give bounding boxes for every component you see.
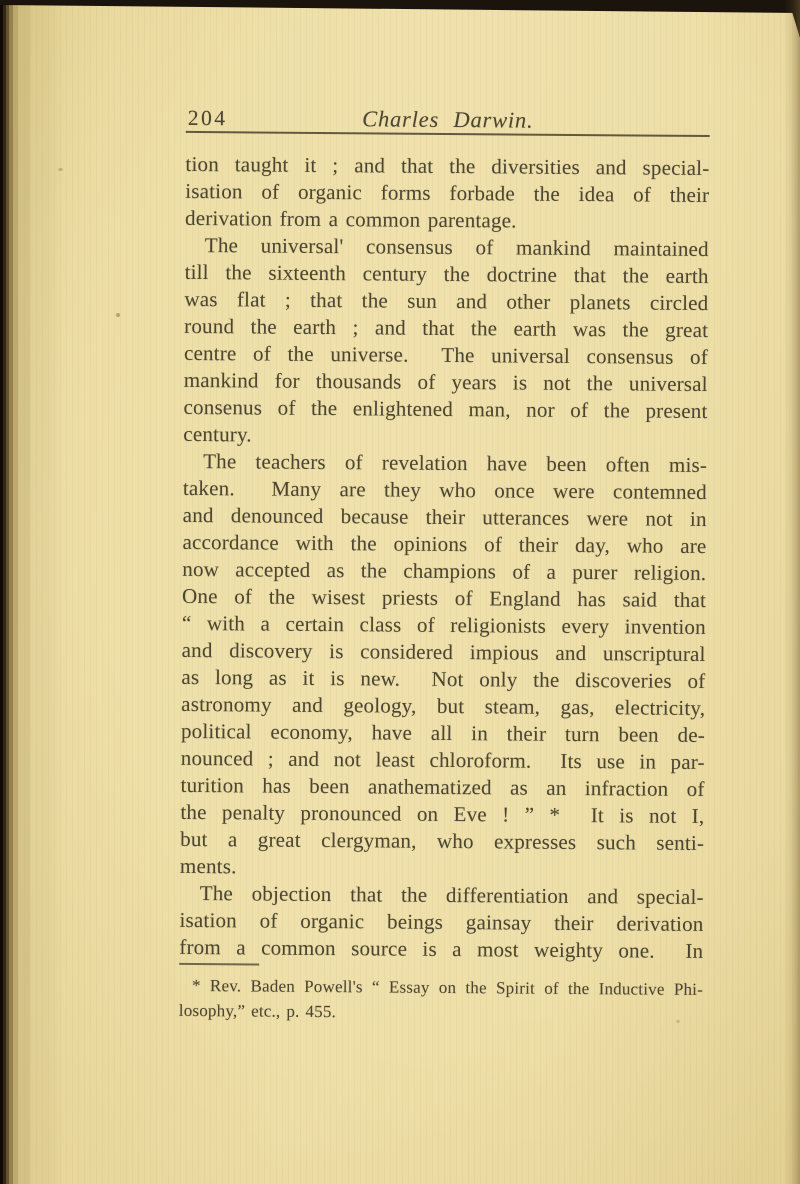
- page-content: [179, 98, 710, 1027]
- text-line: “ with a certain class of religionists every invention: [181, 610, 706, 640]
- book-top-edge: [0, 0, 800, 14]
- body-text: [179, 151, 709, 965]
- text-line: derivation from a common parentage.: [184, 205, 517, 233]
- text-line: ments.: [179, 853, 237, 879]
- text-line: The teachers of revelation have been often mis-: [203, 449, 708, 478]
- text-line: and denounced because their utterances were not in: [182, 502, 707, 532]
- footnote-line: * Rev. Baden Powell's “ Essay on the Spirit of the Inductive Phi-: [191, 975, 704, 1000]
- book-gutter-edge: [0, 0, 64, 1184]
- text-line: and discovery is considered impious and unscriptural: [181, 637, 706, 667]
- text-line: but a great clergyman, who expresses such senti-: [180, 826, 705, 856]
- text-line: isation of organic beings gainsay their derivation: [179, 907, 704, 937]
- footnote-line: losophy,” etc., p. 455.: [178, 1000, 337, 1022]
- paper-speck: [58, 168, 63, 171]
- text-line: taken. Many are they who once were contemned: [182, 475, 708, 505]
- text-line: nounced ; and not least chloroform. Its use in par-: [180, 745, 705, 775]
- text-line: mankind for thousands of years is not the universal: [183, 367, 708, 397]
- text-line: isation of organic forms forbade the idea of their: [185, 178, 710, 208]
- text-line: One of the wisest priests of England has said that: [181, 583, 707, 613]
- text-line: till the sixteenth century the doctrine that the earth: [184, 259, 709, 289]
- page-number: 204: [187, 105, 228, 131]
- text-line: round the earth ; and that the earth was the great: [184, 313, 709, 343]
- text-line: turition has been anathematized as an infraction of: [180, 772, 705, 802]
- text-line: astronomy and geology, but steam, gas, electricity,: [181, 691, 706, 721]
- text-line: century.: [183, 421, 252, 447]
- text-line: now accepted as the champions of a purer religion.: [182, 556, 707, 586]
- text-line: accordance with the opinions of their day, who are: [182, 529, 707, 559]
- text-line: The universal' consensus of mankind maintained: [204, 233, 709, 262]
- page-right-edge-shading: [784, 0, 800, 1184]
- text-line: from a common source is a most weighty one. In: [179, 934, 704, 964]
- running-title: Charles Darwin.: [362, 106, 534, 133]
- text-line: centre of the universe. The universal consensus of: [183, 340, 709, 370]
- footnote: [179, 973, 703, 1027]
- page-header: [186, 98, 710, 135]
- text-line: The objection that the differentiation and special-: [199, 881, 704, 910]
- text-line: tion taught it ; and that the diversities and special-: [185, 151, 710, 181]
- text-line: consenus of the enlightened man, nor of the present: [183, 394, 708, 424]
- text-line: political economy, have all in their turn been de-: [180, 718, 706, 748]
- paper-speck: [116, 313, 120, 317]
- footnote-rule: [179, 963, 259, 966]
- text-line: was flat ; that the sun and other planets circled: [184, 286, 709, 316]
- text-line: the penalty pronounced on Eve ! ” * It is not I,: [180, 799, 705, 829]
- text-line: as long as it is new. Not only the discoveries of: [181, 664, 706, 694]
